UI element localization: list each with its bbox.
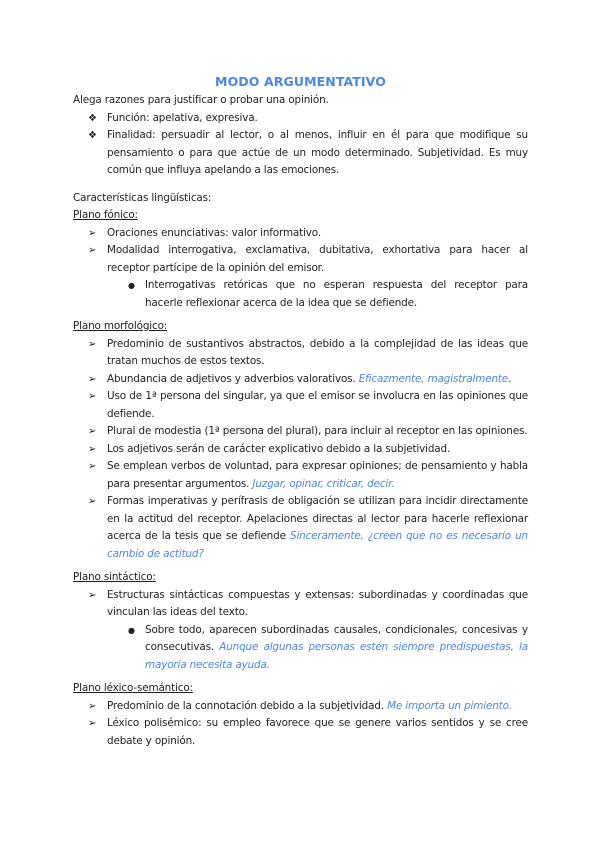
list-item-text: Se emplean verbos de voluntad, para expresar opiniones; de pensamiento y habla para presentar argumentos. <box>107 460 528 490</box>
list-item <box>73 441 528 459</box>
arrow-bullet-icon: ➢ <box>88 718 97 729</box>
example-text: Juzgar, opinar, criticar, decir. <box>252 477 395 490</box>
list-item <box>73 225 528 243</box>
arrow-bullet-icon: ➢ <box>88 700 97 712</box>
arrow-bullet-icon: ➢ <box>88 391 97 402</box>
list-item <box>73 371 528 389</box>
list-item-text: Finalidad: persuadir al lector, o al menos, influir en él para que modifique su pensamiento o para que actúe de un modo determinado. Subjetividad. Es muy común que influya apelando a las emociones. <box>107 129 528 176</box>
intro-text: Alega razones para justificar o probar una opinión. <box>73 94 329 106</box>
arrow-bullet-icon: ➢ <box>88 245 97 256</box>
list-item <box>73 698 528 716</box>
list-item-text: Uso de 1ª persona del singular, ya que el emisor se involucra en las opiniones que defiende. <box>107 390 528 420</box>
section-heading-morfologico: Plano morfológico: <box>73 320 168 332</box>
list-item <box>73 587 528 622</box>
list-item <box>73 715 528 750</box>
list-item <box>73 242 528 277</box>
fonico-list <box>73 225 528 313</box>
list-item-text: Modalidad interrogativa, exclamativa, dubitativa, exhortativa para hacer al receptor partícipe de la opinión del emisor. <box>107 244 528 274</box>
lexico-list <box>73 698 528 751</box>
example-text: Aunque algunas personas estén siempre predispuestas, la mayoría necesita ayuda. <box>145 641 528 671</box>
arrow-bullet-icon: ➢ <box>88 373 97 385</box>
sub-list-item <box>73 622 528 675</box>
list-item-text: Los adjetivos serán de carácter explicativo debido a la subjetividad. <box>107 442 451 455</box>
list-item-text: Abundancia de adjetivos y adverbios valorativos. <box>107 372 359 385</box>
list-item-text: Plural de modestia (1ª persona del plural), para incluir al receptor en las opiniones. <box>107 425 528 437</box>
section-heading-lexico: Plano léxico-semántico: <box>73 682 193 694</box>
list-item-text: Estructuras sintácticas compuestas y extensas: subordinadas y coordinadas que vinculan las ideas del texto. <box>107 588 528 618</box>
morfologico-list <box>73 336 528 564</box>
example-text: Eficazmente, magistralmente <box>358 372 509 385</box>
characteristics-heading: Características lingüísticas: <box>73 191 212 204</box>
arrow-bullet-icon: ➢ <box>88 227 97 239</box>
dot-bullet-icon: ● <box>128 281 135 290</box>
list-item <box>73 110 528 128</box>
arrow-bullet-icon: ➢ <box>88 496 97 507</box>
list-item <box>73 423 528 441</box>
list-item-text: Oraciones enunciativas: valor informativo. <box>107 226 321 239</box>
list-item <box>73 388 528 423</box>
intro-list <box>73 110 528 180</box>
sintactico-list <box>73 587 528 675</box>
list-item-text: Función: apelativa, expresiva. <box>107 111 258 124</box>
sub-list-item <box>73 277 528 312</box>
arrow-bullet-icon: ➢ <box>88 338 97 350</box>
document-content <box>73 73 528 750</box>
diamond-bullet-icon: ❖ <box>88 130 97 141</box>
section-heading-fonico: Plano fónico: <box>73 209 138 221</box>
list-item-text: . <box>508 372 512 385</box>
arrow-bullet-icon: ➢ <box>88 461 97 472</box>
list-item <box>73 458 528 493</box>
list-item-text: Interrogativas retóricas que no esperan respuesta del receptor para hacerle reflexionar acerca de la idea que se defiende. <box>145 279 528 309</box>
section-heading-sintactico: Plano sintáctico: <box>73 571 156 583</box>
list-item <box>73 127 528 180</box>
arrow-bullet-icon: ➢ <box>88 443 97 455</box>
list-item <box>73 493 528 563</box>
list-item-text: Sobre todo, aparecen subordinadas causales, condicionales, concesivas y consecutivas. <box>145 623 528 653</box>
list-item-text: Predominio de la connotación debido a la subjetividad. <box>107 699 388 712</box>
dot-bullet-icon: ● <box>128 625 135 635</box>
list-item-text: Léxico polisémico: su empleo favorece que se genere varios sentidos y se cree debate y opinión. <box>107 717 528 747</box>
arrow-bullet-icon: ➢ <box>88 589 97 601</box>
list-item-text: Predominio de sustantivos abstractos, debido a la complejidad de las ideas que tratan muchos de estos textos. <box>107 337 528 367</box>
diamond-bullet-icon: ❖ <box>88 112 97 124</box>
list-item <box>73 336 528 371</box>
page-title: MODO ARGUMENTATIVO <box>215 74 386 89</box>
example-text: Me importa un pimiento. <box>387 699 512 712</box>
example-text: Sinceramente, ¿creen que no es necesario un cambio de actitud? <box>107 530 528 560</box>
arrow-bullet-icon: ➢ <box>88 426 97 437</box>
list-item-text: Formas imperativas y perífrasis de obligación se utilizan para incidir directamente en la actitud del receptor. Apelaciones directas al lector para hacerle reflexionar acerca de la tesis que se defiende <box>107 495 528 542</box>
